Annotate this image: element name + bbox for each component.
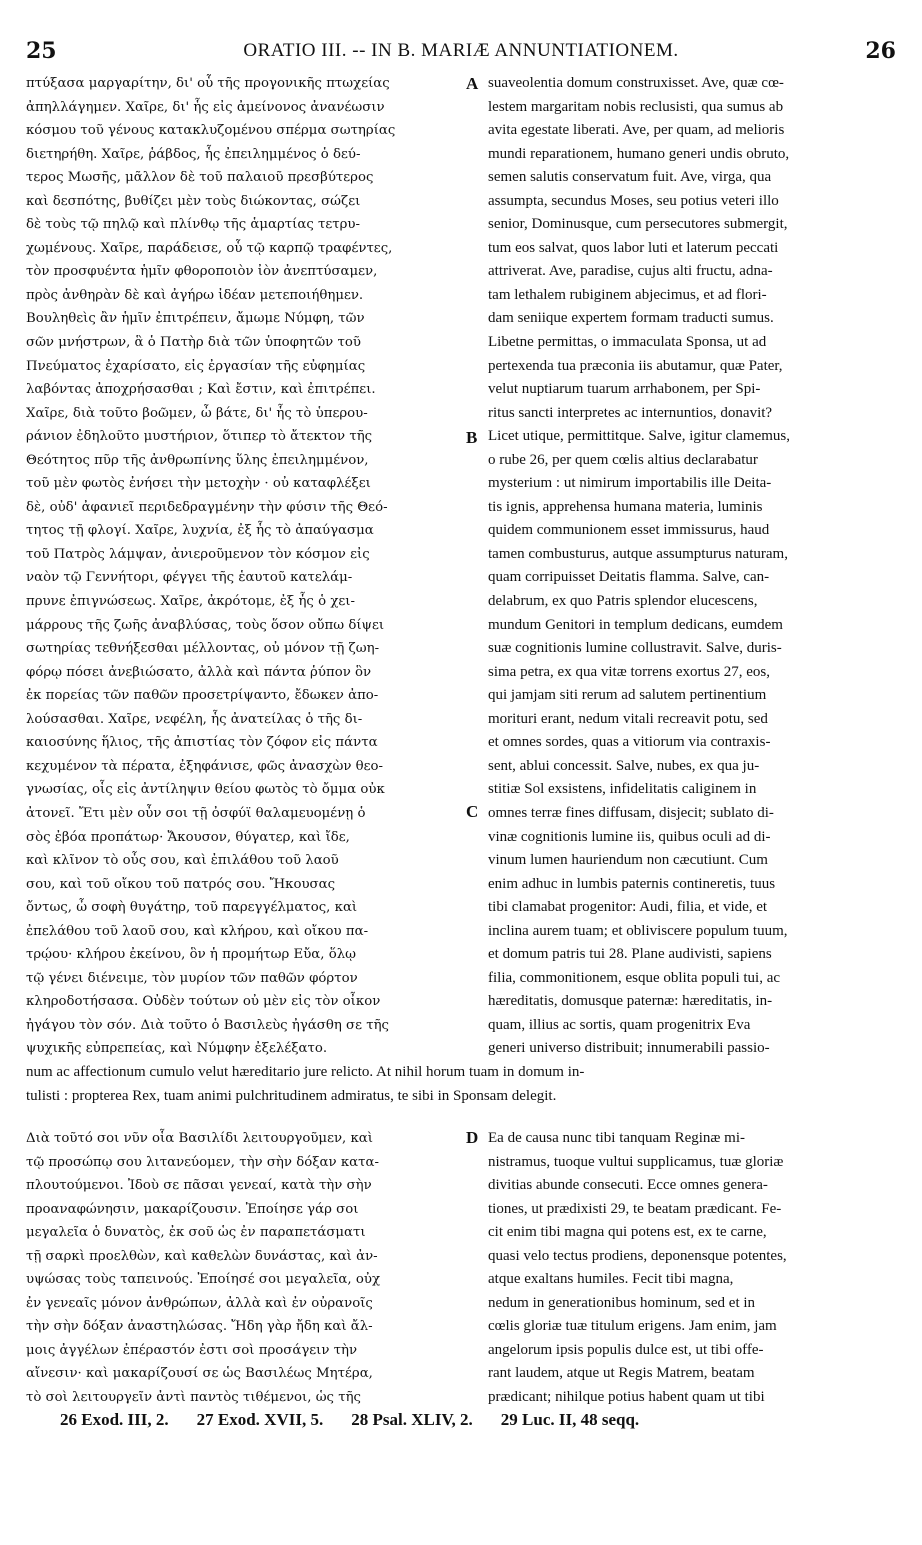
text-line: tibi clamabat progenitor: Audi, filia, et vide, et xyxy=(488,899,768,916)
latin-full-width-lines xyxy=(26,1061,896,1108)
section-marker-d: D xyxy=(466,1128,479,1147)
text-line: Διὰ τοῦτό σοι νῦν οἷα Βασιλίδι λειτουργοῦμεν, καὶ xyxy=(26,1131,374,1146)
text-line: tum eos salvat, quos labor luti et laterum peccati xyxy=(488,239,779,256)
text-line: τοῦ μὲν φωτὸς ἐνήσει τὴν μετοχὴν · οὐ καταφλέξει xyxy=(26,476,371,492)
text-line: assumpta, secundus Moses, seu potius veteri illo xyxy=(488,192,779,209)
text-line: generi universo distribuit; innumerabili passio- xyxy=(488,1040,770,1057)
text-line: enim adhuc in lumbis paternis contineretis, tuus xyxy=(488,875,776,892)
text-line: stitiæ Sol exsistens, infidelitatis caliginem in xyxy=(488,781,757,798)
text-line: λαβόντας ἀποχρήσασθαι ; Καὶ ἔστιν, καὶ ἐπιτρέπει. xyxy=(26,382,376,398)
text-line: hæreditatis, domusque paternæ: hæreditatis, in- xyxy=(488,993,773,1010)
text-line: τὸν προσφυέντα ἡμῖν φθοροποιὸν ἰὸν ἀνεπτύσαμεν, xyxy=(26,264,378,280)
text-line: γνωσίας, οἷς εἰς ἀντίληψιν θείου φωτὸς τὸ ὄμμα οὐκ xyxy=(26,782,385,798)
text-line: Πνεύματος ἐχαρίσατο, εἰς ἐργασίαν τῆς εὐφημίας xyxy=(26,358,366,374)
text-line: ἀπηλλάγημεν. Χαῖρε, δι' ἧς εἰς ἀμείνονος ἀνανέωσιν xyxy=(26,99,385,115)
text-line: ράνιον ἐδηλοῦτο μυστήριον, ὅτιπερ τὸ ἄτεκτον τῆς xyxy=(26,429,373,445)
footnote: 28 Psal. XLIV, 2. xyxy=(351,1410,473,1429)
text-line: o rube 26, per quem cœlis altius declarabatur xyxy=(488,451,758,468)
text-line: πτύξασα μαργαρίτην, δι' οὗ τῆς προγονικῆς πτωχείας xyxy=(26,76,390,91)
text-line: υψώσας τοὺς ταπεινούς. Ἐποίησέ σοι μεγαλεῖα, οὐχ xyxy=(26,1272,380,1288)
text-line: τῇ σαρκὶ προελθὼν, καὶ καθελὼν δυνάστας, καὶ ἀν- xyxy=(26,1248,378,1264)
text-line: quasi velo tectus prodiens, deponensque potentes, xyxy=(488,1247,787,1264)
text-line: σὸς ἐβόα προπάτωρ· Ἄκουσον, θύγατερ, καὶ ἴδε, xyxy=(26,829,350,845)
text-line: nedum in generationibus hominum, sed et in xyxy=(488,1294,756,1311)
text-line: κεχυμένον τὰ πέρατα, ἐξηφάνισε, φῶς ἀνασχὼν θεο- xyxy=(26,758,384,774)
text-line: divitias abunde consecuti. Ecce omnes genera- xyxy=(488,1177,768,1194)
running-title: ORATIO III. -- IN B. MARIÆ ANNUNTIATIONEM. xyxy=(243,40,679,61)
text-line: Βουληθεὶς ἂν ἡμῖν ἐπιτρέπειν, ἄμωμε Νύμφη, τῶν xyxy=(26,311,365,327)
text-line: tiones, ut prædixisti 29, te beatam prædicant. Fe- xyxy=(488,1200,782,1217)
text-line: attriverat. Ave, paradise, cujus alti fructu, adna- xyxy=(488,263,773,280)
text-line: προαναφώνησιν, μακαρίζουσιν. Ἐποίησε γάρ σοι xyxy=(26,1201,359,1217)
text-line: atque exaltans humiles. Fecit tibi magna, xyxy=(488,1271,734,1288)
text-line: semen salutis conservatum fuit. Ave, virga, qua xyxy=(488,169,772,186)
text-line: καὶ δεσπότης, βυθίζει μὲν τοὺς διώκοντας, σώζει xyxy=(26,193,361,209)
greek-column-top xyxy=(26,72,460,1061)
text-line: μεγαλεῖα ὁ δυνατὸς, ἐκ σοῦ ὡς ἐν παραπετάσματι xyxy=(26,1225,366,1241)
text-line: avita egestate liberati. Ave, per quam, ad melioris xyxy=(488,122,785,139)
text-line: prædicant; nihilque potius habent quam ut tibi xyxy=(488,1389,765,1406)
text-line: ἀτονεῖ. Ἔτι μὲν οὖν σοι τῇ ὀσφύϊ θαλαμευομένῃ ὁ xyxy=(26,805,366,821)
text-line: senior, Dominusque, cum persecutores submergit, xyxy=(488,216,788,233)
text-line: Licet utique, permittitque. Salve, igitur clamemus, xyxy=(488,428,791,445)
text-line: cœlis gloriæ tuæ titulum erigens. Jam enim, jam xyxy=(488,1318,777,1335)
latin-column-top xyxy=(488,72,896,1061)
text-line: tis ignis, apprehensa humana materia, luminis xyxy=(488,498,763,515)
text-line: tulisti : propterea Rex, tuam animi pulchritudinem admiratus, te sibi in Sponsam delegit. xyxy=(26,1087,557,1104)
text-line: rant laudem, atque ut Regis Matrem, beatam xyxy=(488,1365,755,1382)
text-line: suæ cognitionis lumine collustravit. Salve, duris- xyxy=(488,640,782,657)
section-marker-c: C xyxy=(466,802,479,821)
text-line: tam lethalem rubiginem abjecimus, et ad flori- xyxy=(488,286,767,303)
text-line: mundum Genitori in templum dedicans, eumdem xyxy=(488,616,783,633)
text-line: καιοσύνης ἥλιος, τῆς ἀπιστίας τὸν ζόφον εἰς πάντα xyxy=(26,735,378,751)
text-line: filia, commonitionem, esque oblita populi tui, ac xyxy=(488,969,781,986)
greek-column-bottom xyxy=(26,1127,460,1410)
text-line: πλουτούμενοι. Ἰδοὺ σε πᾶσαι γενεαί, κατὰ τὴν σὴν xyxy=(26,1178,372,1194)
text-line: ἠγάγου τὸν σόν. Διὰ τοῦτο ὁ Βασιλεὺς ἠγάσθη σε τῆς xyxy=(26,1017,389,1033)
section-marker-a: A xyxy=(466,74,479,93)
text-line: morituri erant, nedum vitali recreavit potu, sed xyxy=(488,710,768,727)
text-line: αἴνεσιν· καὶ μακαρίζουσί σε ὡς Βασιλέως Μητέρα, xyxy=(26,1366,373,1382)
text-line: mysterium : ut nimirum importabilis ille Deita- xyxy=(488,475,772,492)
text-line: ὄντως, ὦ σοφὴ θυγάτηρ, τοῦ παρεγγέλματος, καὶ xyxy=(26,900,358,916)
text-line: ναὸν τῷ Γεννήτορι, φέγγει τῆς ἑαυτοῦ κατελάμ- xyxy=(26,570,353,586)
text-line: δὲ τοὺς τῷ πηλῷ καὶ πλίνθῳ τῆς ἁμαρτίας τετρυ- xyxy=(26,217,361,233)
text-line: σῶν μνήστρων, ἃ ὁ Πατὴρ διὰ τῶν ὑποφητῶν τοῦ xyxy=(26,335,361,351)
text-line: τῷ γένει διένειμε, τὸν μυρίον τῶν παθῶν φόρτον xyxy=(26,970,358,986)
text-line: lestem margaritam nobis reclusisti, qua sumus ab xyxy=(488,98,784,115)
text-line: Χαῖρε, διὰ τοῦτο βοῶμεν, ὦ βάτε, δι' ἧς τὸ ὑπερου- xyxy=(26,405,368,421)
text-line: τερος Μωσῆς, μᾶλλον δὲ τοῦ παλαιοῦ πρεσβύτερος xyxy=(26,170,374,186)
text-line: num ac affectionum cumulo velut hæreditario jure relicto. At nihil horum tuam in domum in- xyxy=(26,1064,585,1080)
text-line: delabrum, ex quo Patris splendor elucescens, xyxy=(488,593,758,610)
running-header xyxy=(26,38,896,66)
text-line: ritus sancti interpretes ac internuntios, donavit? xyxy=(488,404,773,421)
text-line: qui jamjam siti rerum ad salutem pertinentium xyxy=(488,687,767,704)
text-line: τητος τῇ φλογί. Χαῖρε, λυχνία, ἐξ ἧς τὸ ἀπαύγασμα xyxy=(26,523,374,539)
text-line: σωτηρίας τεθνήξεσθαι μέλλοντας, οὐ μόνον τῇ ζωη- xyxy=(26,641,380,657)
text-line: τοῦ Πατρὸς λάμψαν, ἀνιεροῦμενον τὸν κόσμον εἰς xyxy=(26,546,370,562)
text-line: πρυνε ἐπιγνώσεως. Χαῖρε, ἀκρότομε, ἐξ ἧς ὁ χει- xyxy=(26,594,355,610)
text-line: omnes terræ fines diffusam, disjecit; sublato di- xyxy=(488,804,774,821)
page-number-left: 25 xyxy=(26,38,57,64)
text-line: διετηρήθη. Χαῖρε, ῥάβδος, ἧς ἐπειλημμένος ὁ δεύ- xyxy=(26,146,361,162)
section-marker-b: B xyxy=(466,428,478,447)
footnote: 29 Luc. II, 48 seqq. xyxy=(500,1410,640,1429)
text-line: quam, illius ac sortis, quam progenitrix Eva xyxy=(488,1016,751,1033)
text-line: ἐκ πορείας τῶν παθῶν προσετρίψαντο, ἔδωκεν ἀπο- xyxy=(26,688,379,704)
text-line: τὴν σὴν δόξαν ἀναστηλώσας. Ἤδη γὰρ ἤδη καὶ ἄλ- xyxy=(26,1319,373,1335)
text-line: ἐπελάθου τοῦ λαοῦ σου, καὶ κλήρου, καὶ οἴκου πα- xyxy=(26,923,369,939)
text-line: suaveolentia domum construxisset. Ave, quæ cœ- xyxy=(488,75,784,91)
text-line: ἐν γενεαῖς μόνον ἀνθρώπων, ἀλλὰ καὶ ἐν οὐρανοῖς xyxy=(26,1295,373,1311)
text-line: Ea de causa nunc tibi tanquam Reginæ mi- xyxy=(488,1130,746,1146)
text-line: δὲ, οὐδ' ἀφανιεῖ περιδεδραγμένην τὴν φύσιν τῆς Θεό- xyxy=(26,499,388,515)
text-line: ψυχικῆς εὐπρεπείας, καὶ Νύμφην ἐξελέξατο. xyxy=(26,1041,328,1057)
text-line: καὶ κλῖνον τὸ οὖς σου, καὶ ἐπιλάθου τοῦ λαοῦ xyxy=(26,853,339,869)
text-line: sima petra, ex qua vitæ torrens exortus 27, eos, xyxy=(488,663,771,680)
text-line: κόσμου τοῦ γένους κατακλυζομένου σπέρμα σωτηρίας xyxy=(26,123,396,139)
text-line: pertexenda tua præconia iis abutamur, quæ Pater, xyxy=(488,357,783,374)
text-line: μοις ἀγγέλων ἐπέραστόν ἐστι σοὶ προσάγειν τὴν xyxy=(26,1342,358,1358)
text-line: κληροδοτήσασα. Οὐδὲν τούτων οὐ μὲν εἰς τὸν οἶκον xyxy=(26,994,381,1010)
text-line: dam seniique expertem formam traducti sumus. xyxy=(488,310,774,327)
text-line: τὸ σοὶ λειτουργεῖν ἀντὶ παντὸς τιθέμενοι, ὡς τῆς xyxy=(26,1390,361,1406)
text-line: sent, ablui concessit. Salve, nubes, ex qua ju- xyxy=(488,757,760,774)
text-line: quidem communionem esset immissurus, haud xyxy=(488,522,770,539)
text-line: χωμένους. Χαῖρε, παράδεισε, οὗ τῷ καρπῷ τραφέντες, xyxy=(26,240,393,256)
text-line: et domum patris tui 28. Plane audivisti, sapiens xyxy=(488,946,772,963)
text-line: Θεότητος πῦρ τῆς ἀνθρωπίνης ὕλης ἐπειλημμένον, xyxy=(26,452,369,468)
text-line: velut nuptiarum tuarum arrhabonem, per Spi- xyxy=(488,381,761,398)
text-line: πρὸς ἀνθηρὰν δὲ καὶ ἀγήρω ἰδέαν μετεποιήθημεν. xyxy=(26,287,364,303)
text-line: mundi reparationem, humano generi undis obruto, xyxy=(488,145,790,162)
text-line: σου, καὶ τοῦ οἴκου τοῦ πατρός σου. Ἤκουσας xyxy=(26,876,336,892)
text-line: tamen combusturus, autque assumpturus naturam, xyxy=(488,545,788,562)
text-line: angelorum ipsis populis dulce est, ut tibi offe- xyxy=(488,1341,764,1358)
text-line: vinum lumen hauriendum non cæcutiunt. Cum xyxy=(488,852,768,869)
text-line: nistramus, tuoque vultui supplicamus, tuæ gloriæ xyxy=(488,1153,784,1170)
footnote: 27 Exod. XVII, 5. xyxy=(196,1410,324,1429)
text-line: Libetne permittas, o immaculata Sponsa, ut ad xyxy=(488,334,767,351)
text-line: λούσασθαι. Χαῖρε, νεφέλη, ἧς ἀνατείλας ὁ τῆς δι- xyxy=(26,711,363,727)
text-line: cit enim tibi magna qui potens est, ex te carne, xyxy=(488,1224,767,1241)
footnote: 26 Exod. III, 2. xyxy=(60,1410,169,1429)
page-number-right: 26 xyxy=(865,38,896,64)
text-line: φόρῳ πόσει ἀνεβιώσατο, ἀλλὰ καὶ πάντα ῥύπον ὃν xyxy=(26,664,372,680)
text-line: τῷ προσώπῳ σου λιτανεύομεν, τὴν σὴν δόξαν κατα- xyxy=(26,1154,379,1170)
text-line: et omnes sordes, quas a vitiorum via contraxis- xyxy=(488,734,771,751)
footnotes xyxy=(60,1410,880,1430)
text-line: inclina aurem tuam; et obliviscere populum tuum, xyxy=(488,922,788,939)
text-line: τρῴου· κλήρου ἐκείνου, ὃν ἡ προμήτωρ Εὔα, ὅλῳ xyxy=(26,947,356,963)
text-line: vinæ cognitionis lumine iis, quibus oculi ad di- xyxy=(488,828,771,845)
latin-column-bottom xyxy=(488,1127,896,1410)
text-line: μάρρους τῆς ζωῆς ἀναβλύσας, τοὺς ὅσον οὔπω δίψει xyxy=(26,617,385,633)
text-line: quam corripuisset Deitatis flamma. Salve, can- xyxy=(488,569,770,586)
